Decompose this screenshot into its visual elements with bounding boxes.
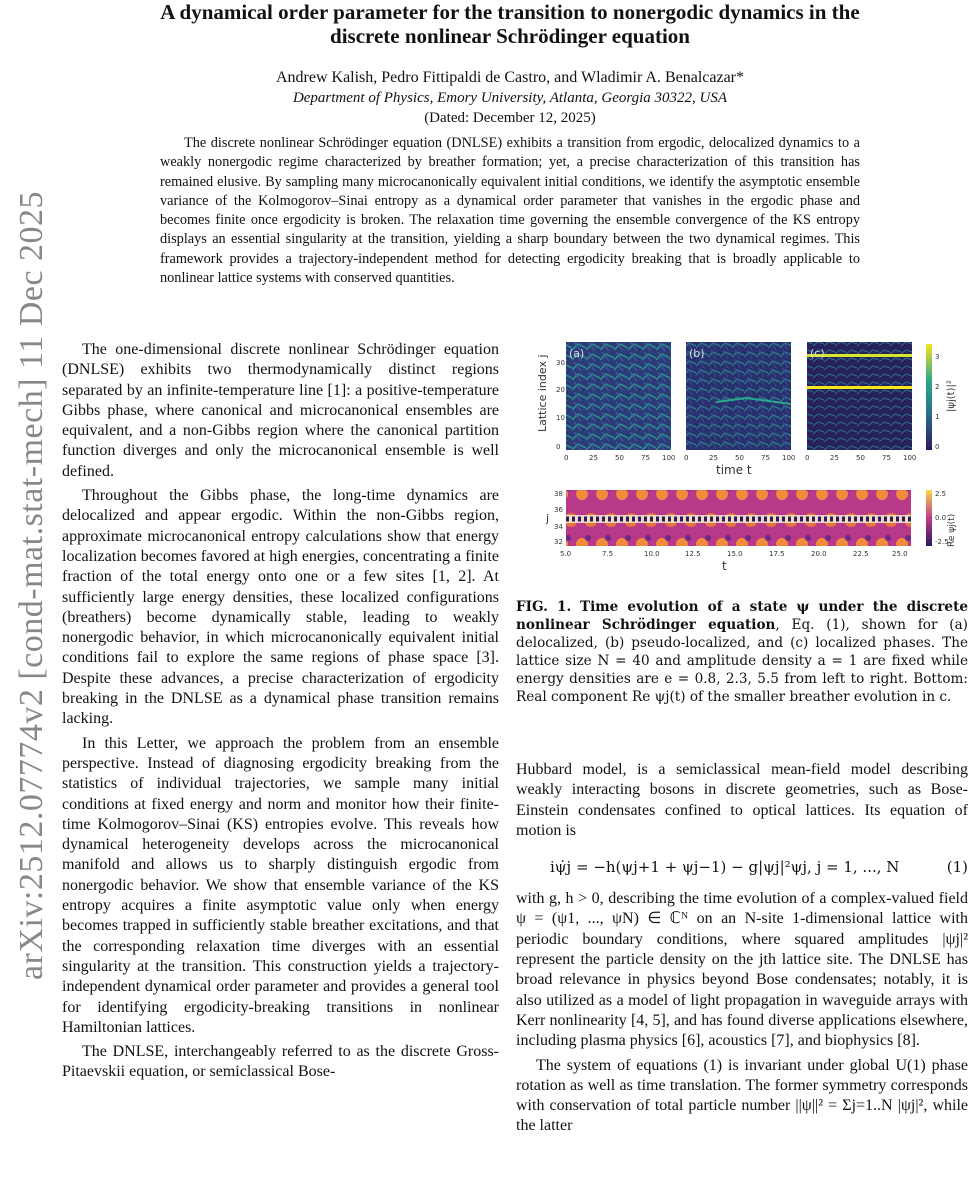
svg-text:75: 75 [641,454,650,462]
panel-label-b: (b) [689,347,705,360]
svg-text:17.5: 17.5 [769,550,785,558]
svg-text:15.0: 15.0 [727,550,743,558]
bottom-panel [566,490,911,546]
panel-label-c: (c) [810,347,825,360]
svg-text:36: 36 [554,506,563,514]
panel-label-a: (a) [569,347,585,360]
title-line-2: discrete nonlinear Schrödinger equation [330,24,690,48]
y-tick-30: 30 [556,359,565,367]
svg-text:50: 50 [615,454,624,462]
svg-text:25: 25 [589,454,598,462]
right-paragraph-1: Hubbard model, is a semiclassical mean-field model describing weakly interacting bosons in discrete geometries, such as Bose-Einstein condensates confined to optical lattices. Its equation of motion is [516,761,968,839]
svg-text:34: 34 [554,523,563,531]
svg-text:75: 75 [761,454,770,462]
svg-text:75: 75 [882,454,891,462]
breather-line-2 [807,386,912,389]
svg-text:50: 50 [856,454,865,462]
svg-text:25: 25 [830,454,839,462]
caption-text: , Eq. (1), shown for (a) delocalized, (b) pseudo-localized, and (c) localized phases. The lattice size N = 40 and amplitude density a = 1 are fixed while energy densities are e = 0.8, 2.3, 5.5 from left to right. Bottom: Real component Re ψj(t) of the smaller breather evolution in c. [516,617,968,705]
svg-text:0: 0 [564,454,569,462]
top-x-ticks [564,454,916,462]
bottom-y-ticks [554,490,563,546]
abstract: The discrete nonlinear Schrödinger equation (DNLSE) exhibits a transition from ergodic, delocalized dynamics to a weakly nonergodic regime characterized by breather formation; yet, a precise characterization of this transition has remained elusive. By sampling many microcanonically equivalent initial conditions, we identify the asymptotic ensemble variance of the Kolmogorov–Sinai entropy as a dynamical order parameter that vanishes in the ergodic phase and becomes finite once ergodicity is broken. The relaxation time governing the ensemble convergence of the KS entropy displays an essential singularity at the transition, yielding a sharp boundary between the two dynamical regimes. This framework provides a trajectory-independent method for detecting ergodicity breaking that is broadly applicable to nonlinear lattice systems with conserved quantities. [160,135,860,287]
svg-text:0.0: 0.0 [935,514,947,522]
caption-label: FIG. 1. [516,599,572,615]
svg-text:5.0: 5.0 [560,550,572,558]
top-colorbar [926,344,932,450]
top-colorbar-ticks [935,353,939,451]
right-column [516,760,968,1141]
bottom-x-label: t [722,559,727,573]
breather-stripe [566,515,911,523]
svg-text:25: 25 [709,454,718,462]
date-line: (Dated: December 12, 2025) [424,110,596,126]
left-column [62,340,499,1087]
top-y-label: Lattice index j [536,354,549,432]
right-paragraph-3: The system of equations (1) is invariant under global U(1) phase rotation as well as time translation. The former symmetry corresponds with conservation of total particle number ||ψ||² = Σj=1..N |ψj|², while the latter [516,1056,968,1135]
panel-b [686,342,791,450]
svg-text:2.5: 2.5 [935,490,947,498]
svg-text:0: 0 [684,454,689,462]
panel-c [807,342,912,450]
panel-a [566,342,671,450]
left-paragraph-1: The one-dimensional discrete nonlinear Schrödinger equation (DNLSE) exhibits two thermodynamically distinct regions separated by an infinite-temperature line [1]: a positive-temperature Gibbs phase, where canonical and microcanonical ensembles are equivalent, and a non-Gibbs region where the canonical partition function diverges and only the microcanonical ensemble is well defined. [62,341,499,480]
svg-text:20.0: 20.0 [811,550,827,558]
svg-text:3: 3 [935,353,940,361]
title-line-1: A dynamical order parameter for the transition to nonergodic dynamics in the [160,0,860,24]
caption-bold: Time evolution of a state ψ under the discrete nonlinear Schrödinger equation [516,599,968,633]
top-x-label: time t [716,463,752,477]
svg-text:2: 2 [935,383,940,391]
svg-text:-2.5: -2.5 [935,538,949,546]
left-paragraph-2: Throughout the Gibbs phase, the long-time dynamics are delocalized and appear ergodic. Within the non-Gibbs region, approximate microcanonical entropy calculations show that energy localization becomes favored at high energies, concentrating a finite fraction of the total energy onto one or a few sites [1, 2]. At sufficiently large energy densities, these localized configurations (breathers) become dynamically stable, leading to weakly nonergodic behavior, in which microcanonically equivalent initial conditions fail to explore the same regions of phase space [3]. Despite these advances, a precise characterization of ergodicity breaking in the DNLSE as a dynamical phase transition remains lacking. [62,487,499,728]
svg-text:0: 0 [935,443,940,451]
top-y-ticks [556,359,565,451]
equation-body: iψ̇j = −h(ψj+1 + ψj−1) − g|ψj|²ψj, j = 1, ..., N [550,858,900,877]
svg-text:25.0: 25.0 [892,550,908,558]
bottom-colorbar-label: Re ψj(t) [947,513,957,547]
svg-text:32: 32 [554,538,563,546]
y-tick-10: 10 [556,414,565,422]
left-paragraph-3: In this Letter, we approach the problem from an ensemble perspective. Instead of diagnosing ergodicity breaking from the statistics of individual trajectories, we sample many initial conditions at fixed energy and norm and monitor how their finite-time Kolmogorov–Sinai (KS) entropies evolve. This reveals how dynamical heterogeneity develops across the microcanonical manifold and allows us to sharply distinguish ergodic from nonergodic behavior. We show that ensemble variance of the KS entropy acquires a finite asymptotic value only when energy becomes trapped in sufficiently stable breather excitations, and that the corresponding relaxation time diverges with an essential singularity at the transition. This construction yields a trajectory-independent dynamical order parameter and provides a general tool for identifying ergodicity-breaking transitions in nonlinear Hamiltonian lattices. [62,734,499,1036]
paper-title [80,0,940,48]
top-colorbar-label: |ψj(t)|² [946,380,957,412]
svg-text:50: 50 [735,454,744,462]
svg-text:22.5: 22.5 [853,550,869,558]
right-paragraph-2: with g, h > 0, describing the time evolution of a complex-valued field ψ = (ψ1, ..., ψN) ∈ ℂᴺ on an N-site 1-dimensional lattice with periodic boundary conditions, where squared amplitudes |ψj|² represent the particle density on the jth lattice site. The DNLSE has broad relevance in physics beyond Bose condensates; notably, it is also utilized as a model of light propagation in waveguide arrays with Kerr nonlinearity [4, 5], and has found diverse applications elsewhere, including plasma physics [6], acoustics [7], and biophysics [8]. [516,890,968,1050]
svg-text:1: 1 [935,413,940,421]
figure-caption [516,598,968,706]
equation-1 [516,845,968,889]
figure-1 [516,332,968,582]
svg-text:7.5: 7.5 [602,550,614,558]
bottom-x-ticks [560,550,908,558]
svg-text:10.0: 10.0 [644,550,660,558]
svg-text:100: 100 [662,454,676,462]
y-tick-0: 0 [556,443,561,451]
svg-text:38: 38 [554,490,563,498]
bottom-y-label: j [546,512,550,525]
left-paragraph-4: The DNLSE, interchangeably referred to as the discrete Gross-Pitaevskii equation, or semiclassical Bose- [62,1043,499,1081]
svg-text:12.5: 12.5 [685,550,701,558]
figure-1-graphic [516,332,968,582]
affiliation: Department of Physics, Emory University, Atlanta, Georgia 30322, USA [292,90,728,106]
svg-text:100: 100 [782,454,796,462]
svg-text:100: 100 [903,454,917,462]
bottom-colorbar [926,490,932,546]
svg-text:0: 0 [805,454,810,462]
equation-number: (1) [946,858,968,877]
authors: Andrew Kalish, Pedro Fittipaldi de Castro, and Wladimir A. Benalcazar* [275,69,745,86]
arxiv-identifier: arXiv:2512.07774v2 [cond-mat.stat-mech] 11 Dec 2025 [13,190,50,980]
y-tick-20: 20 [556,386,565,394]
